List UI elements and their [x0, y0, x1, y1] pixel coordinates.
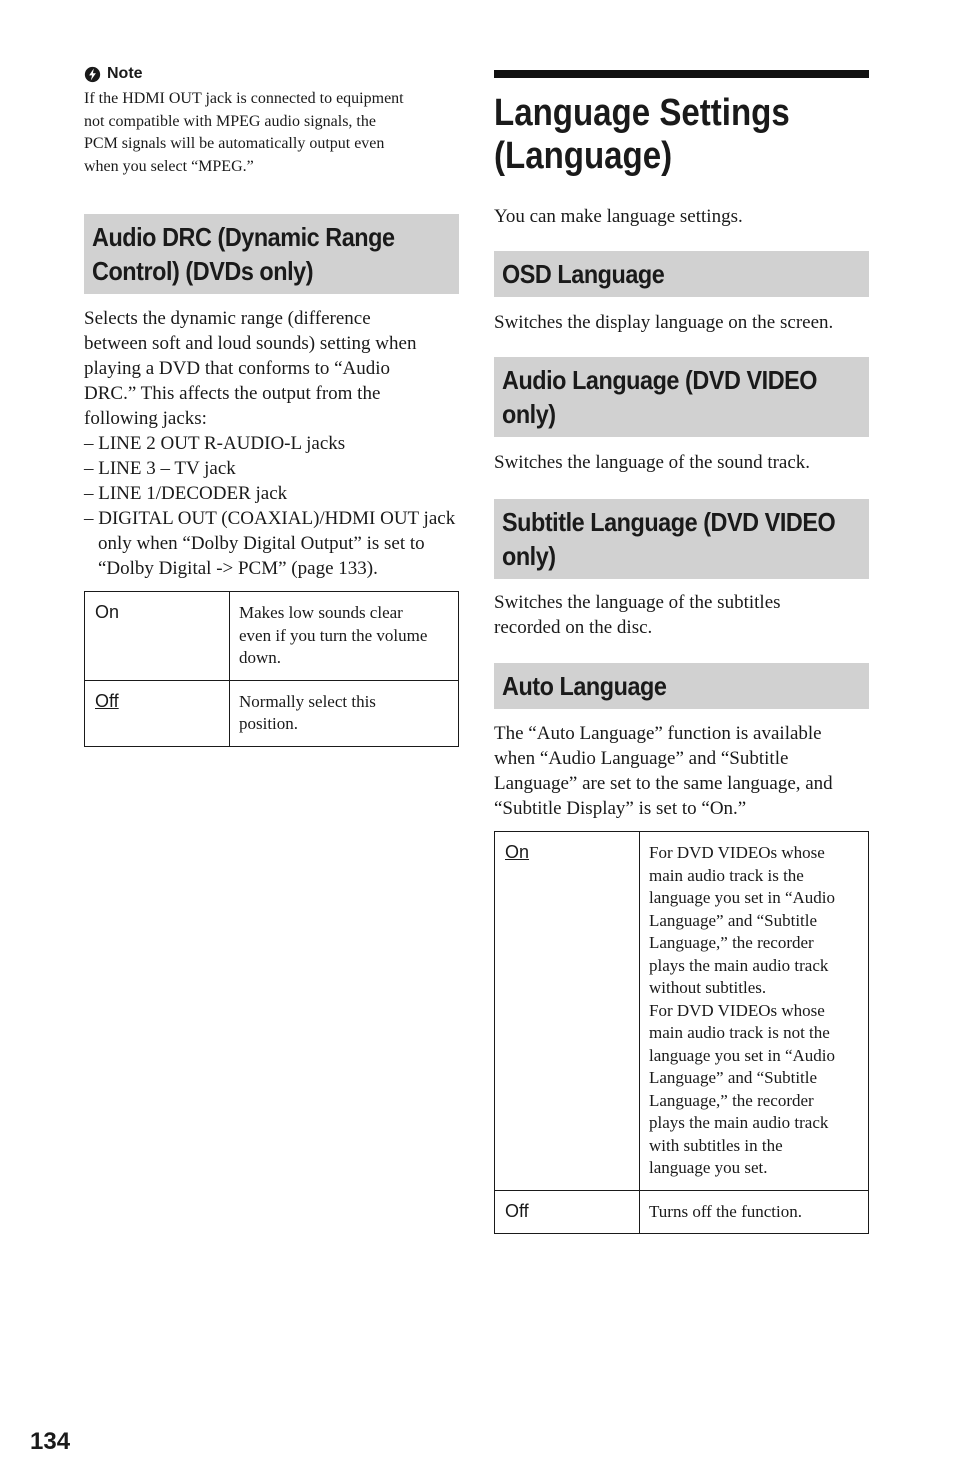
desc-line: Switches the language of the subtitles	[494, 592, 781, 613]
audio-language-heading	[494, 357, 869, 437]
auto-language-options-table	[494, 831, 869, 1234]
note-heading	[84, 62, 459, 86]
right-column	[494, 70, 869, 1234]
list-item: – LINE 2 OUT R-AUDIO-L jacks	[84, 431, 459, 456]
note-body	[84, 88, 459, 178]
desc-line: with subtitles in the	[649, 1135, 783, 1155]
intro-line: between soft and loud sounds) setting when	[84, 333, 417, 354]
left-column	[84, 62, 459, 747]
desc-line: plays the main audio track	[649, 1113, 829, 1132]
desc-line: main audio track is the	[649, 865, 804, 885]
note-line: PCM signals will be automatically output even	[84, 135, 385, 152]
heading-line: OSD Language	[502, 259, 665, 289]
list-item: – LINE 1/DECODER jack	[84, 481, 459, 506]
desc-line: Language” are set to the same language, and	[494, 773, 833, 794]
desc-line: For DVD VIDEOs whose	[649, 843, 825, 862]
desc-line: Turns off the function.	[649, 1201, 802, 1221]
heading-line: only)	[502, 541, 556, 571]
intro-line: playing a DVD that conforms to “Audio	[84, 358, 391, 379]
desc-line: The “Auto Language” function is available	[494, 723, 822, 744]
table-row	[495, 832, 869, 1191]
list-item: – LINE 3 – TV jack	[84, 456, 459, 481]
title-line: (Language)	[494, 135, 673, 177]
page-title	[494, 92, 869, 178]
option-key: On	[85, 592, 230, 681]
heading-line: Audio Language (DVD VIDEO	[502, 365, 818, 395]
note-line: when you select “MPEG.”	[84, 157, 254, 175]
audio-language-desc: Switches the language of the sound track.	[494, 452, 811, 473]
desc-line: plays the main audio track	[649, 955, 829, 975]
option-key-default: Off	[85, 680, 230, 746]
option-key-default: On	[495, 832, 640, 1191]
jack-list	[84, 431, 459, 581]
option-desc	[230, 680, 459, 746]
heading-line: Control) (DVDs only)	[92, 256, 314, 286]
option-desc	[640, 1190, 869, 1234]
option-desc	[230, 592, 459, 681]
audio-drc-options-table	[84, 591, 459, 747]
heading-line: only)	[502, 399, 556, 429]
heading-line: Subtitle Language (DVD VIDEO	[502, 507, 836, 537]
desc-line: Language,” the recorder	[649, 1090, 814, 1110]
desc-line: main audio track is not the	[649, 1023, 830, 1042]
desc-line: recorded on the disc.	[494, 617, 653, 638]
audio-drc-intro	[84, 306, 459, 431]
desc-line: “Subtitle Display” is set to “On.”	[494, 798, 747, 819]
title-rule	[494, 70, 869, 78]
desc-line: even if you turn the volume	[239, 625, 428, 645]
language-intro: You can make language settings.	[494, 206, 743, 227]
note-line: If the HDMI OUT jack is connected to equipment	[84, 90, 404, 107]
desc-line: down.	[239, 648, 282, 667]
heading-line: Audio DRC (Dynamic Range	[92, 222, 395, 252]
intro-line: following jacks:	[84, 408, 207, 429]
table-row	[495, 1190, 869, 1234]
desc-line: language you set.	[649, 1158, 768, 1177]
heading-line: Auto Language	[502, 671, 667, 701]
intro-line: Selects the dynamic range (difference	[84, 308, 371, 329]
desc-line: Language,” the recorder	[649, 933, 814, 952]
osd-language-heading	[494, 251, 869, 297]
title-line: Language Settings	[494, 92, 790, 134]
subtitle-language-heading	[494, 499, 869, 579]
desc-line: Makes low sounds clear	[239, 603, 403, 622]
audio-drc-heading	[84, 214, 459, 294]
desc-line: Language” and “Subtitle	[649, 1068, 818, 1087]
desc-line: position.	[239, 714, 299, 733]
desc-line: Normally select this	[239, 691, 376, 711]
desc-line: without subtitles.	[649, 978, 767, 997]
option-key: Off	[495, 1190, 640, 1234]
auto-language-desc	[494, 721, 869, 821]
subtitle-language-desc	[494, 590, 869, 640]
desc-line: Language” and “Subtitle	[649, 910, 818, 930]
table-row	[85, 680, 459, 746]
desc-line: For DVD VIDEOs whose	[649, 1000, 825, 1020]
desc-line: when “Audio Language” and “Subtitle	[494, 748, 789, 769]
desc-line: language you set in “Audio	[649, 1045, 836, 1065]
option-desc	[640, 832, 869, 1191]
note-heading-label: Note	[107, 65, 143, 82]
table-row	[85, 592, 459, 681]
auto-language-heading	[494, 663, 869, 709]
note-icon	[84, 66, 101, 83]
desc-line: language you set in “Audio	[649, 888, 836, 907]
intro-line: DRC.” This affects the output from the	[84, 383, 381, 404]
list-item: – DIGITAL OUT (COAXIAL)/HDMI OUT jack only when “Dolby Digital Output” is set to “Dolby Digital -> PCM” (page 133).	[84, 506, 459, 581]
osd-language-desc: Switches the display language on the screen.	[494, 312, 834, 333]
note-line: not compatible with MPEG audio signals, the	[84, 112, 376, 130]
page-number: 134	[30, 1428, 71, 1455]
